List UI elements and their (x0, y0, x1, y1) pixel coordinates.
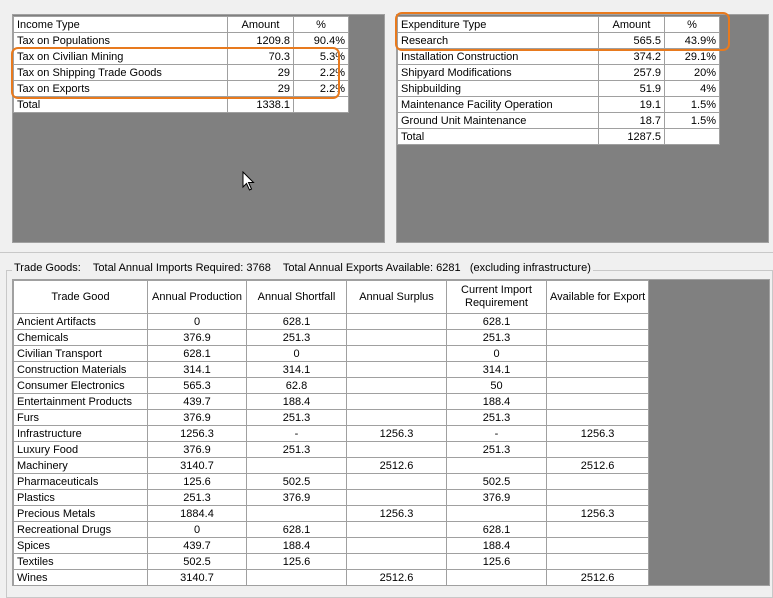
annual-shortfall-cell: 376.9 (247, 490, 347, 506)
expenditure-total-percent (665, 129, 720, 145)
available-export-cell (547, 554, 649, 570)
annual-surplus-cell: 1256.3 (347, 506, 447, 522)
expenditure-percent-cell: 4% (665, 81, 720, 97)
annual-production-cell: 376.9 (148, 410, 247, 426)
import-requirement-cell (447, 570, 547, 586)
income-type-header[interactable]: Income Type (14, 17, 228, 33)
annual-shortfall-cell: 0 (247, 346, 347, 362)
divider (0, 252, 773, 253)
annual-shortfall-cell: 188.4 (247, 394, 347, 410)
available-export-cell (547, 538, 649, 554)
expenditure-percent-cell: 1.5% (665, 113, 720, 129)
annual-surplus-cell (347, 362, 447, 378)
trade-good-cell: Consumer Electronics (14, 378, 148, 394)
expenditure-row[interactable] (398, 97, 720, 113)
income-total-percent (294, 97, 349, 113)
income-percent-cell: 5.3% (294, 49, 349, 65)
total-imports-label: Total Annual Imports Required: 3768 (92, 262, 271, 274)
total-exports-label: Total Annual Exports Available: 6281 (282, 262, 461, 274)
trade-good-row[interactable] (14, 410, 649, 426)
annual-surplus-cell (347, 442, 447, 458)
trade-good-cell: Furs (14, 410, 148, 426)
import-requirement-cell: 628.1 (447, 314, 547, 330)
income-row[interactable] (14, 33, 349, 49)
trade-good-cell: Luxury Food (14, 442, 148, 458)
expenditure-type-header[interactable]: Expenditure Type (398, 17, 599, 33)
income-type-cell: Tax on Exports (14, 81, 228, 97)
expenditure-type-cell: Shipyard Modifications (398, 65, 599, 81)
trade-good-cell: Civilian Transport (14, 346, 148, 362)
expenditure-percent-cell: 43.9% (665, 33, 720, 49)
annual-production-cell: 376.9 (148, 330, 247, 346)
available-export-cell: 2512.6 (547, 458, 649, 474)
import-requirement-cell: 188.4 (447, 538, 547, 554)
income-row[interactable] (14, 81, 349, 97)
trade-good-cell: Recreational Drugs (14, 522, 148, 538)
income-percent-header[interactable]: % (294, 17, 349, 33)
income-amount-header[interactable]: Amount (228, 17, 294, 33)
expenditure-percent-cell: 1.5% (665, 97, 720, 113)
annual-production-cell: 125.6 (148, 474, 247, 490)
trade-goods-label: Trade Goods: (14, 262, 81, 274)
annual-surplus-cell (347, 394, 447, 410)
expenditure-percent-cell: 29.1% (665, 49, 720, 65)
available-for-export-header[interactable]: Available for Export (547, 281, 649, 314)
annual-surplus-cell (347, 410, 447, 426)
import-requirement-cell (447, 458, 547, 474)
trade-goods-table[interactable] (13, 280, 649, 586)
trade-good-row[interactable] (14, 522, 649, 538)
annual-shortfall-cell: 502.5 (247, 474, 347, 490)
annual-production-cell: 628.1 (148, 346, 247, 362)
trade-good-cell: Ancient Artifacts (14, 314, 148, 330)
expenditure-total-amount: 1287.5 (599, 129, 665, 145)
trade-good-cell: Pharmaceuticals (14, 474, 148, 490)
annual-production-cell: 376.9 (148, 442, 247, 458)
available-export-cell (547, 410, 649, 426)
available-export-cell (547, 442, 649, 458)
expenditure-type-cell: Shipbuilding (398, 81, 599, 97)
import-requirement-cell: 251.3 (447, 410, 547, 426)
import-requirement-cell (447, 506, 547, 522)
income-header-row (14, 17, 349, 33)
annual-surplus-cell: 2512.6 (347, 458, 447, 474)
trade-good-cell: Precious Metals (14, 506, 148, 522)
expenditure-header-row (398, 17, 720, 33)
income-amount-cell: 29 (228, 65, 294, 81)
income-total-row[interactable] (14, 97, 349, 113)
income-type-cell: Tax on Civilian Mining (14, 49, 228, 65)
import-requirement-cell: 376.9 (447, 490, 547, 506)
trade-good-cell: Textiles (14, 554, 148, 570)
income-percent-cell: 2.2% (294, 65, 349, 81)
trade-good-cell: Construction Materials (14, 362, 148, 378)
available-export-cell: 1256.3 (547, 426, 649, 442)
import-requirement-cell: 628.1 (447, 522, 547, 538)
annual-production-cell: 439.7 (148, 394, 247, 410)
annual-surplus-cell (347, 330, 447, 346)
annual-production-cell: 0 (148, 522, 247, 538)
current-import-requirement-header[interactable]: Current Import Requirement (447, 281, 547, 314)
annual-shortfall-cell: 314.1 (247, 362, 347, 378)
trade-good-cell: Infrastructure (14, 426, 148, 442)
annual-production-cell: 3140.7 (148, 458, 247, 474)
expenditure-amount-cell: 257.9 (599, 65, 665, 81)
trade-good-row[interactable] (14, 394, 649, 410)
expenditure-amount-cell: 18.7 (599, 113, 665, 129)
expenditure-type-cell: Research (398, 33, 599, 49)
annual-surplus-cell (347, 378, 447, 394)
income-row[interactable] (14, 49, 349, 65)
annual-shortfall-cell (247, 458, 347, 474)
expenditure-table[interactable] (397, 16, 720, 145)
annual-production-cell: 565.3 (148, 378, 247, 394)
import-requirement-cell: 50 (447, 378, 547, 394)
import-requirement-cell: 188.4 (447, 394, 547, 410)
income-type-cell: Tax on Shipping Trade Goods (14, 65, 228, 81)
annual-production-cell: 439.7 (148, 538, 247, 554)
annual-production-cell: 502.5 (148, 554, 247, 570)
expenditure-row[interactable] (398, 65, 720, 81)
annual-production-cell: 0 (148, 314, 247, 330)
available-export-cell (547, 330, 649, 346)
annual-shortfall-cell: 62.8 (247, 378, 347, 394)
income-amount-cell: 1209.8 (228, 33, 294, 49)
expenditure-type-cell: Installation Construction (398, 49, 599, 65)
available-export-cell (547, 490, 649, 506)
expenditure-row[interactable] (398, 49, 720, 65)
annual-production-cell: 314.1 (148, 362, 247, 378)
annual-shortfall-cell: 251.3 (247, 330, 347, 346)
annual-production-header[interactable]: Annual Production (148, 281, 247, 314)
income-table[interactable] (13, 16, 349, 113)
trade-good-row[interactable] (14, 538, 649, 554)
available-export-cell (547, 362, 649, 378)
annual-production-cell: 1884.4 (148, 506, 247, 522)
income-total-label: Total (14, 97, 228, 113)
trade-good-row[interactable] (14, 554, 649, 570)
annual-surplus-cell (347, 538, 447, 554)
import-requirement-cell: - (447, 426, 547, 442)
trade-good-cell: Spices (14, 538, 148, 554)
trade-good-row[interactable] (14, 362, 649, 378)
expenditure-amount-cell: 565.5 (599, 33, 665, 49)
annual-surplus-cell (347, 474, 447, 490)
available-export-cell: 2512.6 (547, 570, 649, 586)
trade-good-row[interactable] (14, 346, 649, 362)
expenditure-type-cell: Ground Unit Maintenance (398, 113, 599, 129)
annual-production-cell: 1256.3 (148, 426, 247, 442)
trade-good-cell: Entertainment Products (14, 394, 148, 410)
trade-good-row[interactable] (14, 378, 649, 394)
annual-shortfall-cell: - (247, 426, 347, 442)
annual-shortfall-cell (247, 506, 347, 522)
income-percent-cell: 2.2% (294, 81, 349, 97)
annual-surplus-cell: 2512.6 (347, 570, 447, 586)
trade-good-header[interactable]: Trade Good (14, 281, 148, 314)
expenditure-total-row[interactable] (398, 129, 720, 145)
import-requirement-cell: 251.3 (447, 330, 547, 346)
expenditure-row[interactable] (398, 33, 720, 49)
import-requirement-cell: 314.1 (447, 362, 547, 378)
annual-shortfall-cell: 125.6 (247, 554, 347, 570)
trade-good-row[interactable] (14, 474, 649, 490)
annual-shortfall-cell: 251.3 (247, 410, 347, 426)
trade-goods-header (12, 262, 593, 274)
import-requirement-cell: 251.3 (447, 442, 547, 458)
annual-surplus-cell: 1256.3 (347, 426, 447, 442)
annual-production-cell: 3140.7 (148, 570, 247, 586)
trade-good-cell: Chemicals (14, 330, 148, 346)
income-row[interactable] (14, 65, 349, 81)
annual-shortfall-cell: 251.3 (247, 442, 347, 458)
trade-good-row[interactable] (14, 330, 649, 346)
expenditure-amount-cell: 374.2 (599, 49, 665, 65)
income-amount-cell: 29 (228, 81, 294, 97)
annual-surplus-cell (347, 314, 447, 330)
annual-surplus-cell (347, 554, 447, 570)
annual-surplus-header[interactable]: Annual Surplus (347, 281, 447, 314)
annual-shortfall-header[interactable]: Annual Shortfall (247, 281, 347, 314)
income-amount-cell: 70.3 (228, 49, 294, 65)
available-export-cell (547, 394, 649, 410)
annual-shortfall-cell: 628.1 (247, 522, 347, 538)
trade-good-cell: Wines (14, 570, 148, 586)
available-export-cell (547, 474, 649, 490)
trade-header-row (14, 281, 649, 314)
expenditure-amount-cell: 19.1 (599, 97, 665, 113)
available-export-cell (547, 378, 649, 394)
trade-good-row[interactable] (14, 458, 649, 474)
expenditure-amount-header[interactable]: Amount (599, 17, 665, 33)
annual-surplus-cell (347, 346, 447, 362)
trade-good-row[interactable] (14, 506, 649, 522)
annual-surplus-cell (347, 522, 447, 538)
trade-good-row[interactable] (14, 426, 649, 442)
annual-shortfall-cell (247, 570, 347, 586)
expenditure-percent-cell: 20% (665, 65, 720, 81)
available-export-cell: 1256.3 (547, 506, 649, 522)
import-requirement-cell: 125.6 (447, 554, 547, 570)
trade-good-cell: Machinery (14, 458, 148, 474)
expenditure-type-cell: Maintenance Facility Operation (398, 97, 599, 113)
annual-shortfall-cell: 188.4 (247, 538, 347, 554)
annual-surplus-cell (347, 490, 447, 506)
trade-good-row[interactable] (14, 490, 649, 506)
trade-good-cell: Plastics (14, 490, 148, 506)
exclusion-note: (excluding infrastructure) (469, 262, 591, 274)
expenditure-row[interactable] (398, 81, 720, 97)
import-requirement-cell: 502.5 (447, 474, 547, 490)
available-export-cell (547, 314, 649, 330)
trade-good-row[interactable] (14, 314, 649, 330)
annual-production-cell: 251.3 (148, 490, 247, 506)
import-requirement-cell: 0 (447, 346, 547, 362)
expenditure-percent-header[interactable]: % (665, 17, 720, 33)
trade-good-row[interactable] (14, 570, 649, 586)
expenditure-total-label: Total (398, 129, 599, 145)
trade-good-row[interactable] (14, 442, 649, 458)
income-type-cell: Tax on Populations (14, 33, 228, 49)
available-export-cell (547, 522, 649, 538)
income-percent-cell: 90.4% (294, 33, 349, 49)
annual-shortfall-cell: 628.1 (247, 314, 347, 330)
expenditure-amount-cell: 51.9 (599, 81, 665, 97)
available-export-cell (547, 346, 649, 362)
mouse-cursor-icon (242, 171, 256, 191)
income-total-amount: 1338.1 (228, 97, 294, 113)
expenditure-row[interactable] (398, 113, 720, 129)
